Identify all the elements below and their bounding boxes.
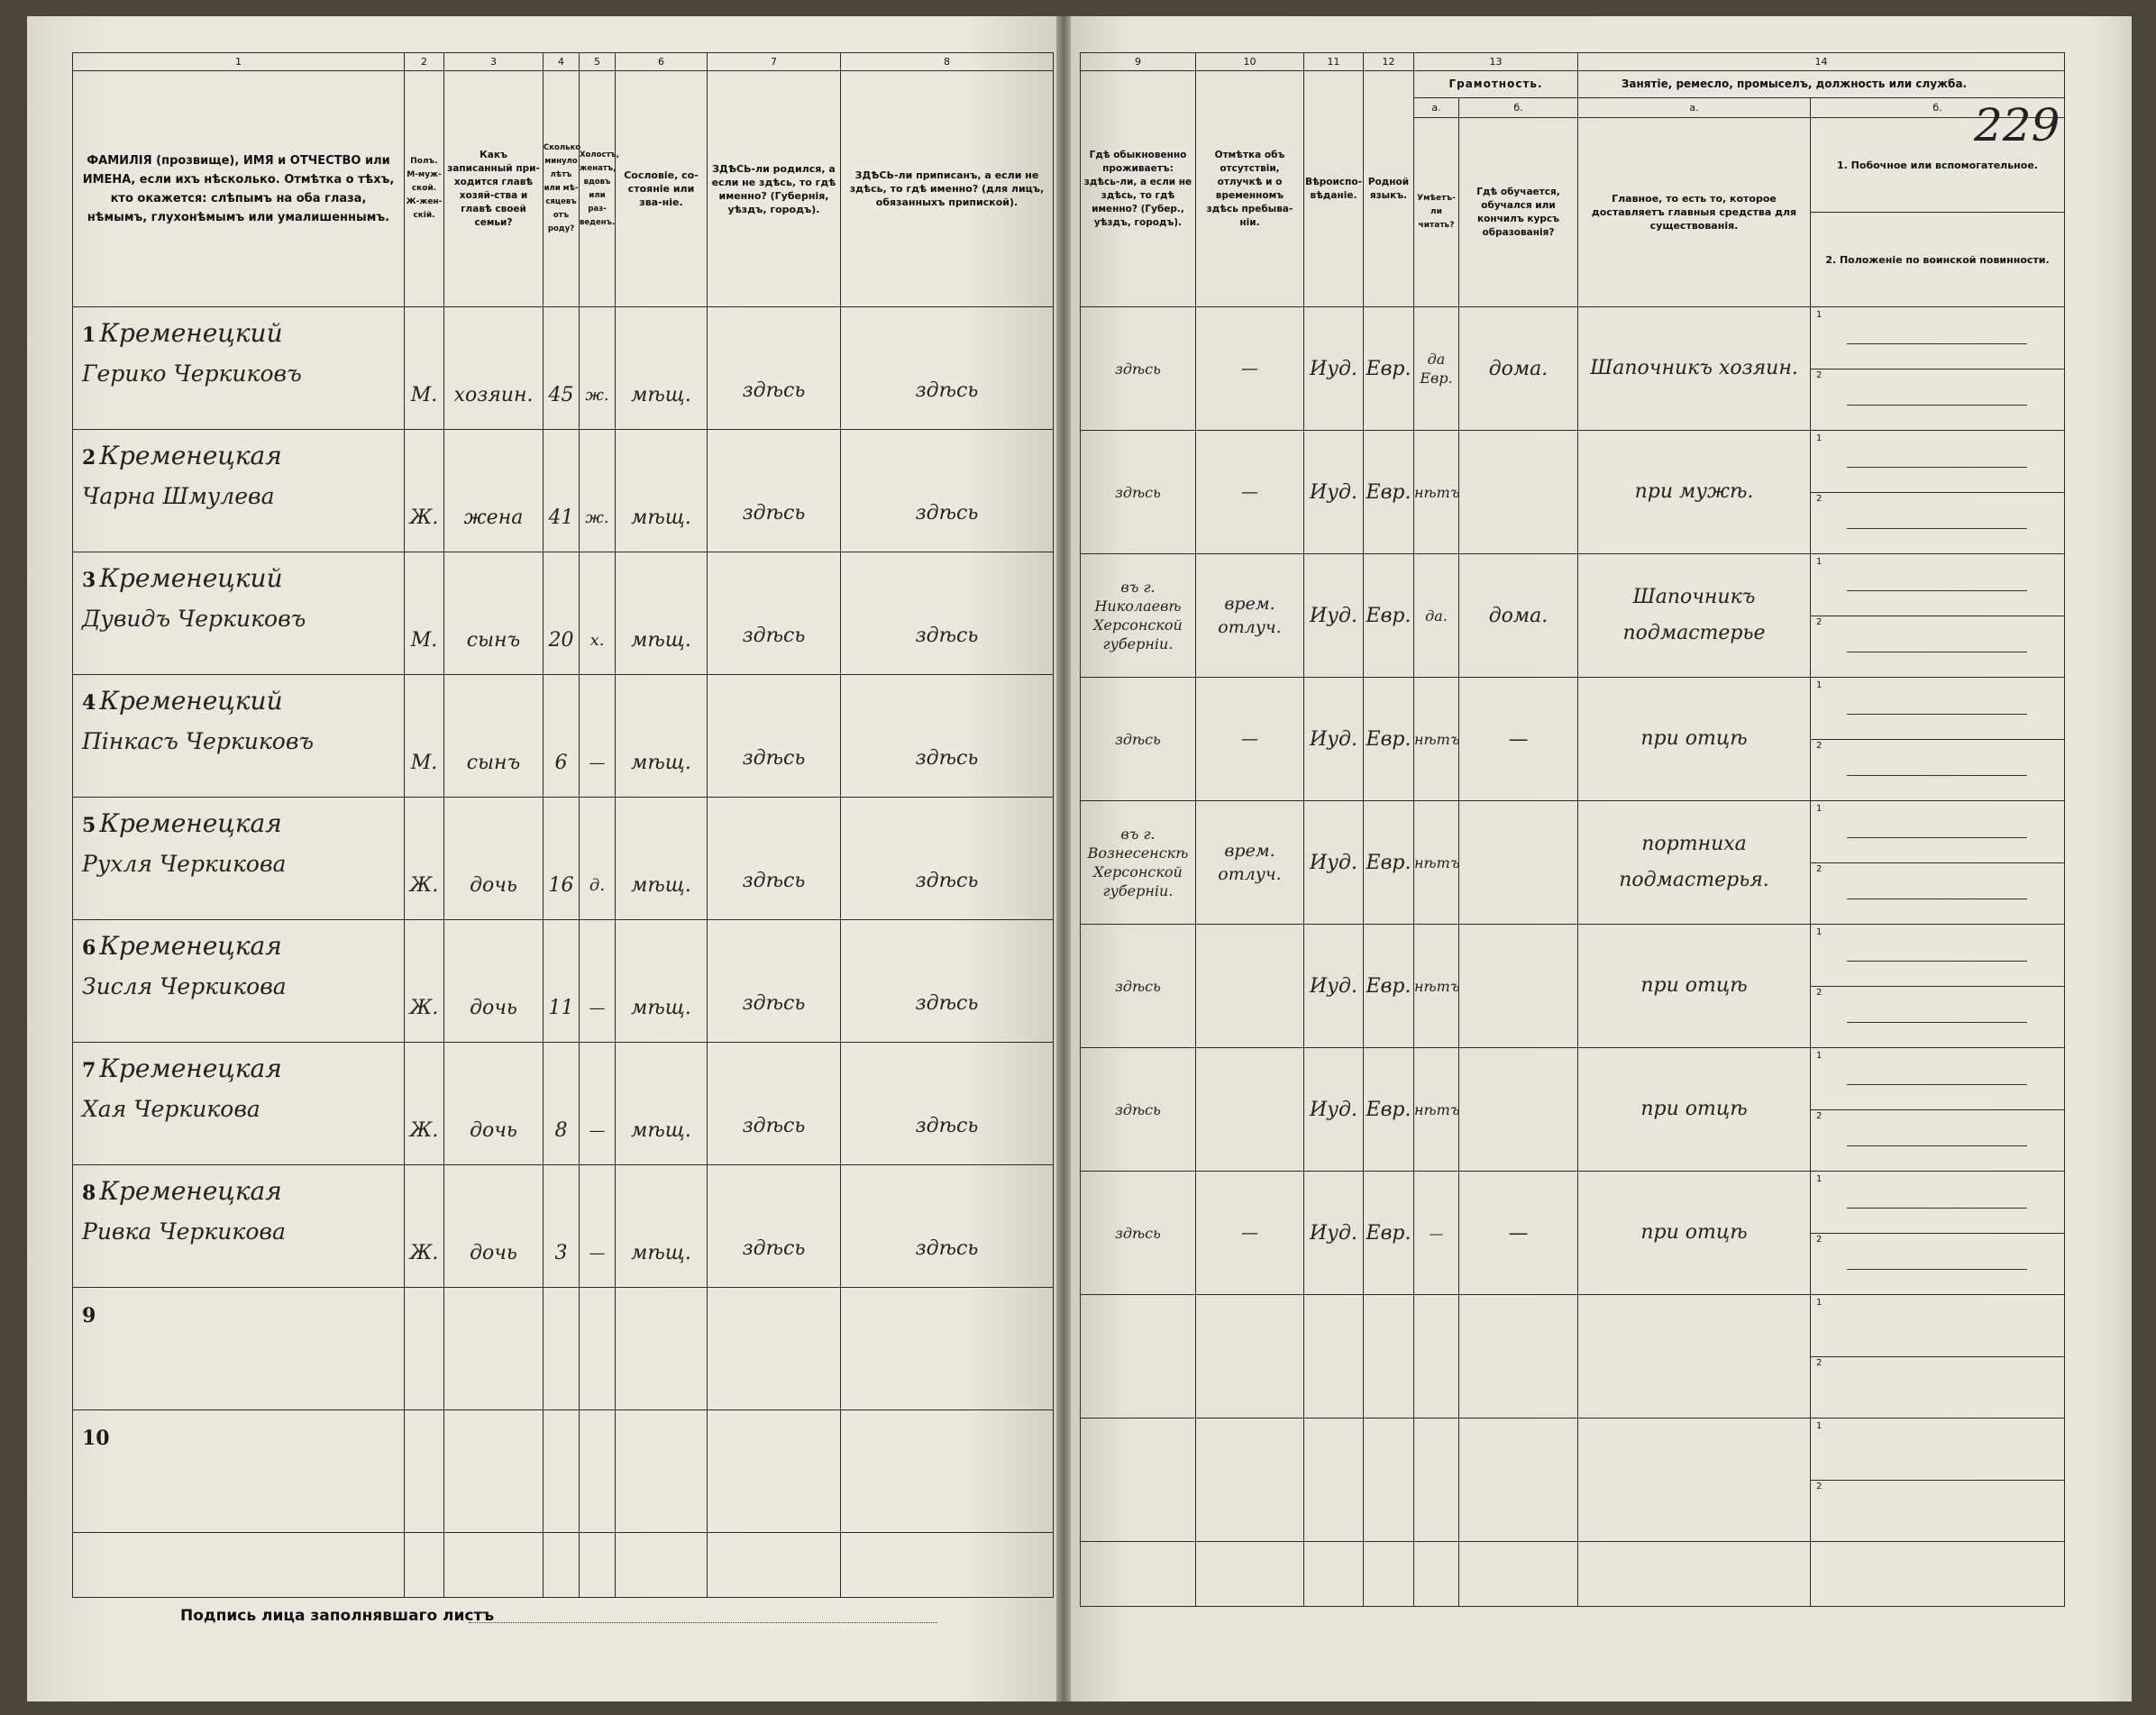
can-read-cell: нѣтъ xyxy=(1414,925,1459,1048)
relation-cell: хозяин. xyxy=(444,307,544,430)
main-occupation-cell: при мужѣ. xyxy=(1578,431,1811,554)
marital-cell: — xyxy=(580,1165,616,1288)
religion-cell xyxy=(1304,1295,1364,1419)
absence-cell: врем. отлуч. xyxy=(1196,801,1304,925)
col-number: 10 xyxy=(1196,53,1304,71)
blank-dash xyxy=(1847,1208,2027,1209)
sex-cell xyxy=(405,1288,444,1410)
estate-cell: мѣщ. xyxy=(616,675,708,798)
birthplace-cell: здѣсь xyxy=(708,430,841,552)
main-occupation-cell: при отцѣ xyxy=(1578,925,1811,1048)
surname: Кременецкий xyxy=(99,686,283,716)
header-literacy: Грамотность. xyxy=(1414,71,1578,98)
name-cell xyxy=(73,1043,405,1165)
birthplace-cell xyxy=(708,1288,841,1410)
table-row xyxy=(73,675,1054,798)
header-absence: Отмѣтка объ отсутствіи, отлучкѣ и о временномъ здѣсь пребыва-ніи. xyxy=(1196,71,1304,307)
relation-cell: дочь xyxy=(444,920,544,1043)
table-row xyxy=(1081,925,2065,1048)
estate-cell: мѣщ. xyxy=(616,1165,708,1288)
blank-dash xyxy=(1847,467,2027,468)
sub-label-2: 2 xyxy=(1816,988,1823,998)
sub-label-2: 2 xyxy=(1816,1235,1823,1245)
age-cell: 8 xyxy=(544,1043,580,1165)
sub-label-2: 2 xyxy=(1816,864,1823,874)
blank-dash xyxy=(1847,714,2027,715)
given-names: Дувидъ Черкиковъ xyxy=(82,606,306,632)
religion-cell: Иуд. xyxy=(1304,925,1364,1048)
residence-cell xyxy=(1081,1419,1196,1542)
surname: Кременецкая xyxy=(99,1176,282,1206)
header-secondary-1: 1. Побочное или вспомогательное. xyxy=(1811,118,2064,213)
col-number: 5 xyxy=(580,53,616,71)
sub-label-1: 1 xyxy=(1816,927,1823,937)
registration-cell: здѣсь xyxy=(841,920,1054,1043)
sex-cell: Ж. xyxy=(405,798,444,920)
education-cell xyxy=(1459,801,1578,925)
age-cell: 6 xyxy=(544,675,580,798)
registration-cell: здѣсь xyxy=(841,552,1054,675)
age-cell xyxy=(544,1410,580,1533)
secondary-occupation-cell xyxy=(1811,925,2065,1048)
relation-cell: жена xyxy=(444,430,544,552)
blank-dash xyxy=(1847,1084,2027,1085)
marital-cell xyxy=(580,1288,616,1410)
can-read-cell: нѣтъ xyxy=(1414,801,1459,925)
main-occupation-cell: портниха подмастерья. xyxy=(1578,801,1811,925)
education-cell: — xyxy=(1459,1172,1578,1295)
name-cell xyxy=(73,307,405,430)
table-row xyxy=(1081,1419,2065,1542)
col-number: 4 xyxy=(544,53,580,71)
sub-label-1: 1 xyxy=(1816,310,1823,320)
col-number: 14 xyxy=(1578,53,2065,71)
name-cell xyxy=(73,798,405,920)
name-cell xyxy=(73,1288,405,1410)
surname: Кременецкая xyxy=(99,808,282,838)
registration-cell: здѣсь xyxy=(841,307,1054,430)
education-cell: — xyxy=(1459,678,1578,801)
name-cell xyxy=(73,552,405,675)
estate-cell xyxy=(616,1288,708,1410)
signature-label: Подпись лица заполнявшаго листъ xyxy=(180,1607,495,1625)
marital-cell: — xyxy=(580,920,616,1043)
header-relation: Какъ записанный при-ходится главѣ хозяй-ства и главѣ своей семьи? xyxy=(444,71,544,307)
secondary-occupation-cell xyxy=(1811,1172,2065,1295)
table-row xyxy=(1081,801,2065,925)
census-table-left xyxy=(72,52,1054,1598)
given-names: Герико Черкиковъ xyxy=(82,360,302,387)
can-read-cell: нѣтъ xyxy=(1414,1048,1459,1172)
book-spine xyxy=(1056,16,1071,1701)
sub-label-2: 2 xyxy=(1816,1482,1823,1492)
age-cell xyxy=(544,1288,580,1410)
absence-cell: — xyxy=(1196,678,1304,801)
birthplace-cell: здѣсь xyxy=(708,552,841,675)
registration-cell: здѣсь xyxy=(841,675,1054,798)
absence-cell: — xyxy=(1196,307,1304,431)
marital-cell: — xyxy=(580,1043,616,1165)
can-read-cell xyxy=(1414,1295,1459,1419)
col-number: 3 xyxy=(444,53,544,71)
relation-cell xyxy=(444,1410,544,1533)
relation-cell xyxy=(444,1288,544,1410)
residence-cell: здѣсь xyxy=(1081,925,1196,1048)
secondary-occupation-cell xyxy=(1811,554,2065,678)
table-row xyxy=(1081,431,2065,554)
language-cell: Евр. xyxy=(1364,431,1414,554)
blank-dash xyxy=(1847,1022,2027,1023)
religion-cell: Иуд. xyxy=(1304,801,1364,925)
birthplace-cell: здѣсь xyxy=(708,675,841,798)
religion-cell: Иуд. xyxy=(1304,1048,1364,1172)
row-number: 10 xyxy=(82,1427,110,1450)
table-row xyxy=(1081,1172,2065,1295)
sub-label-2: 2 xyxy=(1816,1111,1823,1121)
religion-cell: Иуд. xyxy=(1304,431,1364,554)
residence-cell: здѣсь xyxy=(1081,1172,1196,1295)
name-cell xyxy=(73,430,405,552)
residence-cell xyxy=(1081,1295,1196,1419)
header-main-occupation: Главное, то есть то, которое доставляетъ главныя средства для существованія. xyxy=(1578,118,1811,307)
secondary-occupation-cell xyxy=(1811,1295,2065,1419)
absence-cell: — xyxy=(1196,1172,1304,1295)
age-cell: 11 xyxy=(544,920,580,1043)
col-number: 11 xyxy=(1304,53,1364,71)
absence-cell: врем. отлуч. xyxy=(1196,554,1304,678)
table-row xyxy=(1081,1295,2065,1419)
registration-cell xyxy=(841,1288,1054,1410)
relation-cell: дочь xyxy=(444,798,544,920)
secondary-occupation-cell xyxy=(1811,1048,2065,1172)
sub-label-1: 1 xyxy=(1816,433,1823,443)
marital-cell xyxy=(580,1410,616,1533)
birthplace-cell xyxy=(708,1410,841,1533)
col-number: 12 xyxy=(1364,53,1414,71)
main-occupation-cell: Шапочникъ подмастерье xyxy=(1578,554,1811,678)
registration-cell xyxy=(841,1410,1054,1533)
education-cell xyxy=(1459,1419,1578,1542)
sub-label-2: 2 xyxy=(1816,494,1823,504)
education-cell xyxy=(1459,1048,1578,1172)
residence-cell: здѣсь xyxy=(1081,1048,1196,1172)
main-occupation-cell xyxy=(1578,1295,1811,1419)
header-religion: Вѣроиспо-вѣданіе. xyxy=(1304,71,1364,307)
age-cell: 3 xyxy=(544,1165,580,1288)
marital-cell: д. xyxy=(580,798,616,920)
row-number: 5 xyxy=(82,814,96,837)
absence-cell xyxy=(1196,925,1304,1048)
estate-cell: мѣщ. xyxy=(616,920,708,1043)
main-occupation-cell: Шапочникъ хозяин. xyxy=(1578,307,1811,431)
given-names: Чарна Шмулева xyxy=(82,483,275,509)
can-read-cell: нѣтъ xyxy=(1414,678,1459,801)
religion-cell: Иуд. xyxy=(1304,307,1364,431)
row-number: 9 xyxy=(82,1304,96,1327)
residence-cell: здѣсь xyxy=(1081,307,1196,431)
religion-cell: Иуд. xyxy=(1304,554,1364,678)
table-row xyxy=(73,920,1054,1043)
language-cell: Евр. xyxy=(1364,1172,1414,1295)
education-cell: дома. xyxy=(1459,554,1578,678)
estate-cell: мѣщ. xyxy=(616,430,708,552)
header-occupation-b-letter: б. xyxy=(1811,98,2065,118)
relation-cell: дочь xyxy=(444,1165,544,1288)
row-number: 6 xyxy=(82,936,96,960)
header-sex: Полъ. М-муж-ской. Ж-жен-скій. xyxy=(405,71,444,307)
blank-dash xyxy=(1847,590,2027,591)
age-cell: 45 xyxy=(544,307,580,430)
census-table-right xyxy=(1080,52,2065,1607)
residence-cell: въ г. Вознесенскѣ Херсонской губерніи. xyxy=(1081,801,1196,925)
table-row xyxy=(73,307,1054,430)
secondary-occupation-cell xyxy=(1811,431,2065,554)
relation-cell: сынъ xyxy=(444,552,544,675)
col-number: 2 xyxy=(405,53,444,71)
col-number: 7 xyxy=(708,53,841,71)
name-cell xyxy=(73,1165,405,1288)
sub-label-1: 1 xyxy=(1816,557,1823,567)
birthplace-cell: здѣсь xyxy=(708,307,841,430)
sex-cell: Ж. xyxy=(405,430,444,552)
surname: Кременецкая xyxy=(99,441,282,470)
blank-dash xyxy=(1847,961,2027,962)
col-number: 8 xyxy=(841,53,1054,71)
main-occupation-cell: при отцѣ xyxy=(1578,1048,1811,1172)
absence-cell xyxy=(1196,1048,1304,1172)
table-row xyxy=(73,798,1054,920)
surname: Кременецкий xyxy=(99,563,283,593)
row-number: 2 xyxy=(82,446,96,470)
sub-label-1: 1 xyxy=(1816,1051,1823,1061)
blank-dash xyxy=(1847,775,2027,776)
language-cell xyxy=(1364,1295,1414,1419)
header-can-read: Умѣетъ-ли читать? xyxy=(1414,118,1459,307)
blank-dash xyxy=(1847,528,2027,529)
education-cell xyxy=(1459,1295,1578,1419)
header-estate: Сословіе, со-стояніе или зва-ніе. xyxy=(616,71,708,307)
main-occupation-cell xyxy=(1578,1419,1811,1542)
secondary-occupation-cell xyxy=(1811,801,2065,925)
main-occupation-cell: при отцѣ xyxy=(1578,678,1811,801)
col-number: 9 xyxy=(1081,53,1196,71)
given-names: Хая Черкикова xyxy=(82,1096,260,1122)
birthplace-cell: здѣсь xyxy=(708,920,841,1043)
table-row xyxy=(73,1410,1054,1533)
header-marital: Холостъ, женатъ, вдовъ или раз-веденъ. xyxy=(580,71,616,307)
marital-cell: ж. xyxy=(580,430,616,552)
can-read-cell xyxy=(1414,1419,1459,1542)
secondary-occupation-cell xyxy=(1811,307,2065,431)
education-cell: дома. xyxy=(1459,307,1578,431)
absence-cell xyxy=(1196,1295,1304,1419)
language-cell: Евр. xyxy=(1364,678,1414,801)
surname: Кременецкая xyxy=(99,1054,282,1083)
secondary-occupation-cell xyxy=(1811,678,2065,801)
age-cell: 41 xyxy=(544,430,580,552)
given-names: Рухля Черкикова xyxy=(82,851,287,877)
sub-label-2: 2 xyxy=(1816,617,1823,627)
blank-dash xyxy=(1847,343,2027,344)
table-row xyxy=(73,430,1054,552)
given-names: Зисля Черкикова xyxy=(82,973,287,999)
sub-label-2: 2 xyxy=(1816,1358,1823,1368)
religion-cell: Иуд. xyxy=(1304,1172,1364,1295)
estate-cell xyxy=(616,1410,708,1533)
header-language: Родной языкъ. xyxy=(1364,71,1414,307)
residence-cell: здѣсь xyxy=(1081,431,1196,554)
header-literacy-b-letter: б. xyxy=(1459,98,1578,118)
col-number: 13 xyxy=(1414,53,1578,71)
can-read-cell: — xyxy=(1414,1172,1459,1295)
header-occupation-a-letter: а. xyxy=(1578,98,1811,118)
table-row xyxy=(73,1043,1054,1165)
language-cell: Евр. xyxy=(1364,1048,1414,1172)
birthplace-cell: здѣсь xyxy=(708,1043,841,1165)
row-number: 3 xyxy=(82,569,96,592)
row-number: 8 xyxy=(82,1181,96,1205)
col-number: 1 xyxy=(73,53,405,71)
estate-cell: мѣщ. xyxy=(616,307,708,430)
can-read-cell: да. xyxy=(1414,554,1459,678)
name-cell xyxy=(73,920,405,1043)
table-row xyxy=(1081,1048,2065,1172)
header-born: ЗДѢСЬ-ли родился, а если не здѣсь, то гдѣ именно? (Губернія, уѣздъ, городъ). xyxy=(708,71,841,307)
sub-label-2: 2 xyxy=(1816,741,1823,751)
registration-cell: здѣсь xyxy=(841,1043,1054,1165)
residence-cell: здѣсь xyxy=(1081,678,1196,801)
birthplace-cell: здѣсь xyxy=(708,1165,841,1288)
name-cell xyxy=(73,675,405,798)
header-name: ФАМИЛІЯ (прозвище), ИМЯ и ОТЧЕСТВО или ИМЕНА, если ихъ нѣсколько. Отмѣтка о тѣхъ, кто окажется: слѣпымъ на оба глаза, нѣмымъ, глухонѣмымъ или умалишеннымъ. xyxy=(73,71,405,307)
registration-cell: здѣсь xyxy=(841,798,1054,920)
absence-cell: — xyxy=(1196,431,1304,554)
name-cell xyxy=(73,1410,405,1533)
sex-cell: М. xyxy=(405,675,444,798)
marital-cell: ж. xyxy=(580,307,616,430)
row-number: 4 xyxy=(82,691,96,715)
marital-cell: х. xyxy=(580,552,616,675)
surname: Кременецкий xyxy=(99,318,283,348)
page-number: 229 xyxy=(1974,99,2060,151)
table-row xyxy=(73,552,1054,675)
absence-cell xyxy=(1196,1419,1304,1542)
registration-cell: здѣсь xyxy=(841,1165,1054,1288)
estate-cell: мѣщ. xyxy=(616,552,708,675)
registration-cell: здѣсь xyxy=(841,430,1054,552)
age-cell: 20 xyxy=(544,552,580,675)
secondary-occupation-cell xyxy=(1811,1419,2065,1542)
given-names: Пінкасъ Черкиковъ xyxy=(82,728,315,754)
col-number: 6 xyxy=(616,53,708,71)
surname: Кременецкая xyxy=(99,931,282,961)
sex-cell: М. xyxy=(405,307,444,430)
header-literacy-a-letter: а. xyxy=(1414,98,1459,118)
estate-cell: мѣщ. xyxy=(616,798,708,920)
blank-dash xyxy=(1847,1269,2027,1270)
education-cell xyxy=(1459,925,1578,1048)
sex-cell: М. xyxy=(405,552,444,675)
sex-cell: Ж. xyxy=(405,1043,444,1165)
table-row xyxy=(1081,307,2065,431)
relation-cell: сынъ xyxy=(444,675,544,798)
signature-line xyxy=(469,1622,937,1623)
sub-label-2: 2 xyxy=(1816,370,1823,380)
language-cell xyxy=(1364,1419,1414,1542)
language-cell: Евр. xyxy=(1364,307,1414,431)
table-row xyxy=(73,1288,1054,1410)
blank-dash xyxy=(1847,405,2027,406)
blank-dash xyxy=(1847,1145,2027,1146)
sub-label-1: 1 xyxy=(1816,1174,1823,1184)
marital-cell: — xyxy=(580,675,616,798)
sex-cell: Ж. xyxy=(405,920,444,1043)
birthplace-cell: здѣсь xyxy=(708,798,841,920)
can-read-cell: да Евр. xyxy=(1414,307,1459,431)
education-cell xyxy=(1459,431,1578,554)
sub-label-1: 1 xyxy=(1816,804,1823,814)
estate-cell: мѣщ. xyxy=(616,1043,708,1165)
given-names: Ривка Черкикова xyxy=(82,1218,286,1245)
row-number: 7 xyxy=(82,1059,96,1082)
header-military: 2. Положеніе по воинской повинности. xyxy=(1825,253,2050,266)
residence-cell: въ г. Николаевѣ Херсонской губерніи. xyxy=(1081,554,1196,678)
relation-cell: дочь xyxy=(444,1043,544,1165)
main-occupation-cell: при отцѣ xyxy=(1578,1172,1811,1295)
language-cell: Евр. xyxy=(1364,925,1414,1048)
religion-cell: Иуд. xyxy=(1304,678,1364,801)
table-row xyxy=(73,1165,1054,1288)
sub-label-1: 1 xyxy=(1816,1421,1823,1431)
can-read-cell: нѣтъ xyxy=(1414,431,1459,554)
header-registered: ЗДѢСЬ-ли приписанъ, а если не здѣсь, то гдѣ именно? (для лицъ, обязанныхъ припиской). xyxy=(841,71,1054,307)
sub-label-1: 1 xyxy=(1816,1298,1823,1308)
sub-label-1: 1 xyxy=(1816,680,1823,690)
table-row xyxy=(1081,678,2065,801)
language-cell: Евр. xyxy=(1364,801,1414,925)
header-education: Гдѣ обучается, обучался или кончилъ курсъ образованія? xyxy=(1459,118,1578,307)
row-number: 1 xyxy=(82,324,96,347)
header-residence: Гдѣ обыкновенно проживаетъ: здѣсь-ли, а если не здѣсь, то гдѣ именно? (Губер., уѣздъ, городъ). xyxy=(1081,71,1196,307)
header-occupation: Занятіе, ремесло, промыселъ, должность или служба. xyxy=(1578,71,2065,98)
age-cell: 16 xyxy=(544,798,580,920)
table-row xyxy=(1081,554,2065,678)
language-cell: Евр. xyxy=(1364,554,1414,678)
sex-cell: Ж. xyxy=(405,1165,444,1288)
sex-cell xyxy=(405,1410,444,1533)
blank-dash xyxy=(1847,837,2027,838)
header-age: Сколько минуло лѣтъ или мѣ-сяцевъ отъ роду? xyxy=(544,71,580,307)
religion-cell xyxy=(1304,1419,1364,1542)
